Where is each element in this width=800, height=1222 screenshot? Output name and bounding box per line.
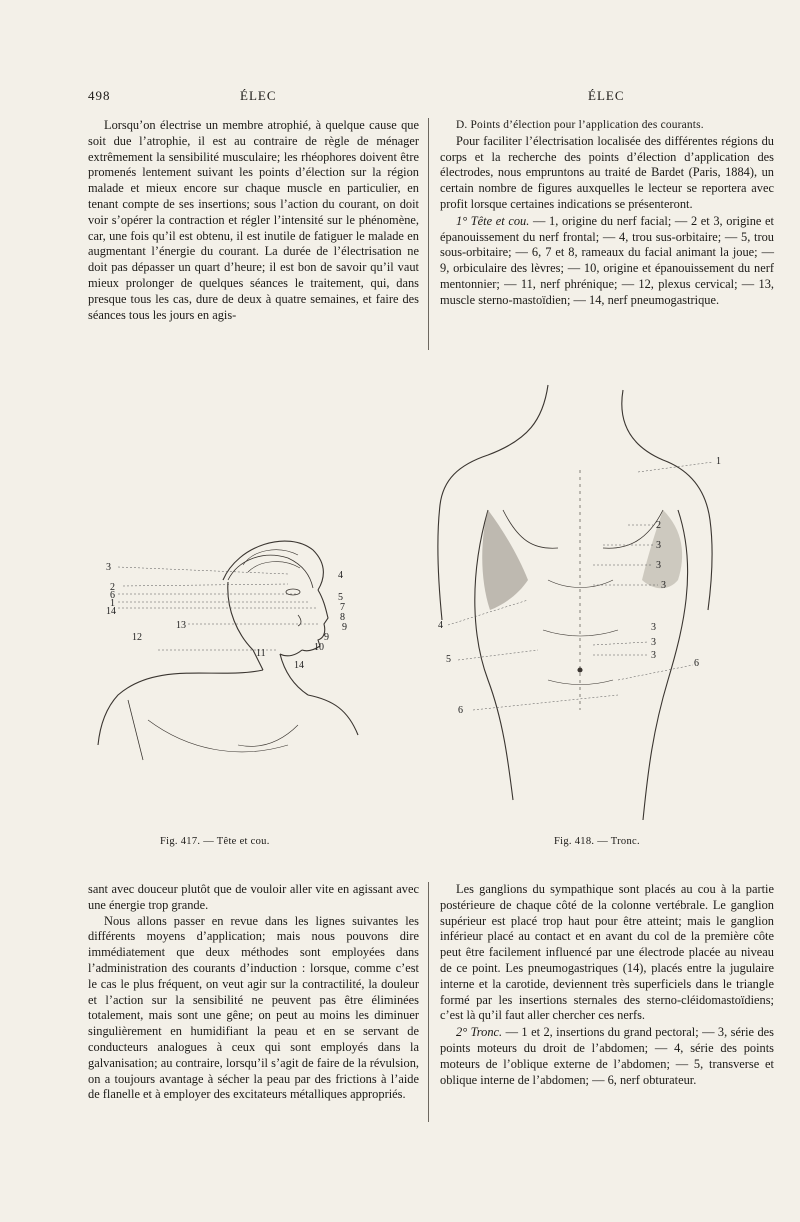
- figure-label: 4: [338, 570, 343, 581]
- figure-label: 9: [342, 622, 347, 633]
- figure-417-head-neck: [88, 520, 388, 780]
- figure-label: 9: [324, 632, 329, 643]
- subsection-text: — 1, origine du nerf facial; — 2 et 3, origine et épanouissement du nerf frontal; — 4, trou sus-orbitaire; — 5, trou sous-orbitaire; — 6, 7 et 8, rameaux du facial animant la joue; — 9, orbiculaire des lèvres; — 10, origine et épanouissement du nerf mentonnier; — 11, nerf phrénique; — 12, plexus cervical; — 13, muscle sterno-mastoïdien; — 14, nerf pneumogastrique.: [440, 213, 774, 307]
- figure-label: 14: [294, 660, 304, 671]
- figure-label: 2: [656, 520, 661, 531]
- figure-label: 8: [340, 612, 345, 623]
- figure-label: 6: [110, 590, 115, 601]
- page-number: 498: [88, 88, 111, 103]
- figure-label: 4: [438, 620, 443, 631]
- paragraph: [440, 1025, 774, 1088]
- figure-label: 3: [106, 562, 111, 573]
- running-head-left: ÉLEC: [240, 88, 277, 103]
- figure-label: 3: [651, 622, 656, 633]
- figure-label: 3: [651, 637, 656, 648]
- figure-label: 11: [256, 648, 266, 659]
- paragraph: Pour faciliter l’électrisation localisée des différentes régions du corps et la recherche des points d’élection d’application des électrodes, nous empruntons au traité de Bardet (Paris, 1884), un certain nombre de figures auxquelles le lecteur se reportera avec profit lorsque certaines indications se présenteront.: [440, 133, 774, 211]
- column-rule-bottom: [428, 882, 429, 1122]
- figure-label: 7: [340, 602, 345, 613]
- figure-label: 14: [106, 606, 116, 617]
- left-column-bottom: [88, 882, 419, 1103]
- figure-label: 5: [446, 654, 451, 665]
- figure-418-trunk: [428, 380, 738, 830]
- paragraph: Nous allons passer en revue dans les lignes suivantes les différents moyens d’application; mais nous pouvons dire immédiatement que deux méthodes sont employées dans l’administration des courants d’induction : lorsque, comme c’est le cas le plus fréquent, on veut agir sur la contractilité, la douleur et l’action sur la sensibilité ne peuvent pas être éliminées totalement, mais sont une gêne; on peut au moins les diminuer singulièrement en humidifiant la peau et en se servant de conducteurs analogues à ceux qui sont employés dans la galvanisation; au contraire, lorsqu’il s’agit de faire de la révulsion, on a toujours avantage à sécher la peau par des frictions à l’aide de flanelle et à employer des excitateurs métalliques appropriés.: [88, 913, 419, 1102]
- section-heading: D. Points d’élection pour l’application des courants.: [456, 119, 704, 131]
- right-column-bottom: [440, 882, 774, 1088]
- figure-418-caption: Fig. 418. — Tronc.: [554, 836, 640, 847]
- subsection-label: 2° Tronc.: [456, 1025, 503, 1040]
- figure-label: 13: [176, 620, 186, 631]
- right-column-top: [440, 118, 774, 309]
- figure-label: 6: [458, 705, 463, 716]
- figure-label: 10: [314, 642, 324, 653]
- paragraph: Les ganglions du sympathique sont placés au cou à la partie postérieure de chaque côté de la colonne vertébrale. Le ganglion supérieur est placé trop haut pour être atteint; mais le ganglion inférieur placé au contact et en avant du col de la première côte peut être facilement influencé par une électrode placée au niveau de ce point. Les pneumogastriques (14), placés entre la jugulaire interne et la carotide, deviennent très superficiels dans le triangle formé par les insertions sternales des sterno-cléidomastoïdiens; c’est là qu’il faut aller chercher ces nerfs.: [440, 882, 774, 1023]
- figure-label: 12: [132, 632, 142, 643]
- left-column-top: [88, 118, 419, 323]
- figure-label: 3: [661, 580, 666, 591]
- figure-label: 5: [338, 592, 343, 603]
- figure-label: 3: [656, 560, 661, 571]
- figure-label: 3: [656, 540, 661, 551]
- paragraph: [440, 214, 774, 309]
- figure-label: 1: [716, 456, 721, 467]
- paragraph: Lorsqu’on électrise un membre atrophié, à quelque cause que soit due l’atrophie, il est au contraire de règle de ménager extrêmement la sensibilité musculaire; les rhéophores doivent être promenés lentement suivant les points d’élection sur la région malade et mieux encore sur chaque muscle en particulier, en tenant compte de ses insertions; sous l’action du courant, on doit voir s’opérer la contraction et régler l’intensité sur le phénomène, car, une fois qu’il est obtenu, il est inutile de fatiguer le malade en augmentant l’énergie du courant. La durée de l’électrisation ne doit pas dépasser un quart d’heure; il est bon de savoir qu’il vaut mieux prolonger de quelques séances le traitement, qui, dans presque tous les cas, dure de deux à quatre semaines, et faire des séances tous les jours en agis-: [88, 118, 419, 322]
- subsection-label: 1° Tête et cou.: [456, 213, 530, 228]
- column-rule-top: [428, 118, 429, 350]
- running-head-right: ÉLEC: [588, 88, 625, 103]
- subsection-text: — 1 et 2, insertions du grand pectoral; — 3, série des points moteurs du droit de l’abdomen; — 4, série des points moteurs de l’oblique externe de l’abdomen; — 5, transverse et oblique interne de l’abdomen; — 6, nerf obturateur.: [440, 1025, 774, 1087]
- figure-417-caption: Fig. 417. — Tête et cou.: [160, 836, 270, 847]
- paragraph: sant avec douceur plutôt que de vouloir aller vite en agissant avec une énergie trop grande.: [88, 882, 419, 912]
- figure-label: 6: [694, 658, 699, 669]
- figure-label: 3: [651, 650, 656, 661]
- figure-label: 2: [110, 582, 115, 593]
- figure-label: 1: [110, 598, 115, 609]
